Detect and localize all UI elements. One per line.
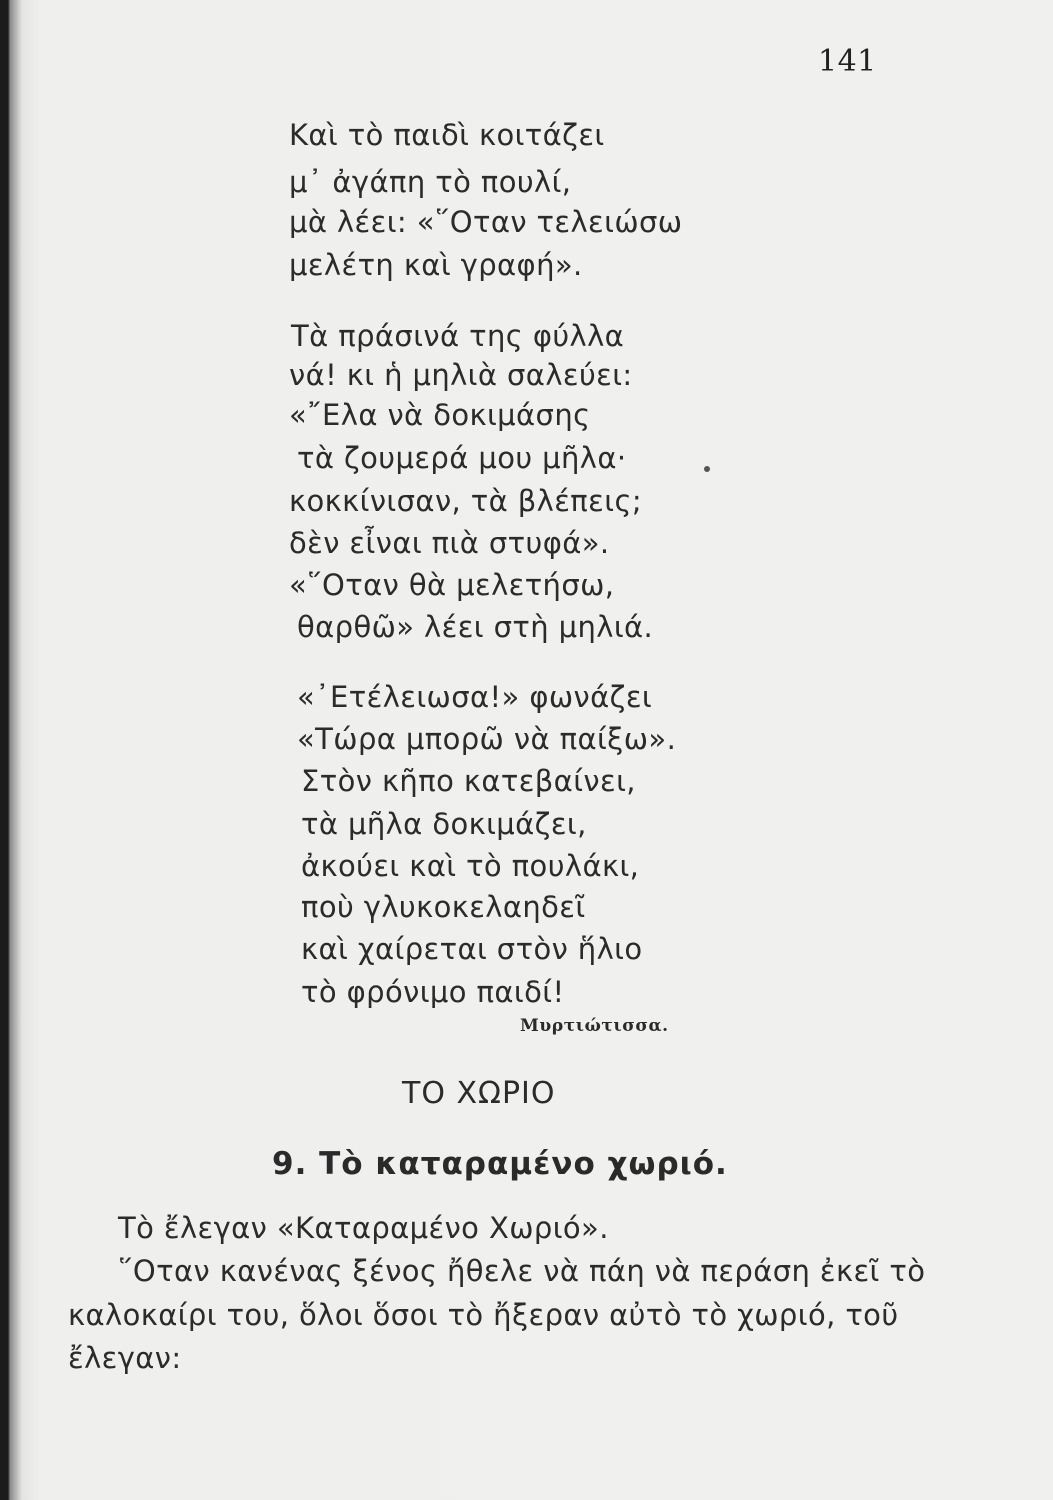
poem-line: «᾿Ετέλειωσα!» φωνάζει	[297, 680, 653, 714]
poem-line: καὶ χαίρεται στὸν ἥλιο	[301, 932, 643, 966]
section-title: ΤΟ ΧΩΡΙΟ	[402, 1076, 556, 1111]
poem-line: νά! κι ἡ μηλιὰ σαλεύει:	[289, 358, 633, 392]
story-paragraph-line: ἔλεγαν:	[68, 1341, 182, 1375]
poem-line: ἀκούει καὶ τὸ πουλάκι,	[301, 849, 640, 883]
poem-author: Μυρτιώτισσα.	[520, 1016, 669, 1036]
story-paragraph-line: καλοκαίρι του, ὅλοι ὅσοι τὸ ἤξεραν αὐτὸ τὸ χωριό, τοῦ	[68, 1298, 899, 1332]
story-paragraph-line: ῞Οταν κανένας ξένος ἤθελε νὰ πάη νὰ περάση ἐκεῖ τὸ	[118, 1254, 926, 1288]
page-number: 141	[818, 44, 877, 79]
poem-line: θαρθῶ» λέει στὴ μηλιά.	[297, 610, 654, 644]
poem-line: Στὸν κῆπο κατεβαίνει,	[301, 764, 636, 798]
poem-line: «Τώρα μπορῶ νὰ παίξω».	[297, 722, 677, 756]
poem-line: τὰ ζουμερά μου μῆλα·	[297, 441, 627, 475]
story-paragraph-line: Τὸ ἔλεγαν «Καταραμένο Χωριό».	[118, 1211, 609, 1245]
poem-line: μ᾿ ἀγάπη τὸ πουλί,	[289, 165, 572, 199]
poem-line: μελέτη καὶ γραφή».	[289, 248, 583, 282]
story-title: 9. Τὸ καταραμένο χωριό.	[272, 1146, 728, 1182]
poem-line: δὲν εἶναι πιὰ στυφά».	[289, 526, 610, 560]
poem-line: «῞Οταν θὰ μελετήσω,	[289, 568, 615, 602]
poem-line: μὰ λέει: «῞Οταν τελειώσω	[289, 205, 683, 239]
ink-speck	[704, 466, 710, 472]
poem-line: Καὶ τὸ παιδὶ κοιτάζει	[289, 118, 605, 152]
poem-line: κοκκίνισαν, τὰ βλέπεις;	[289, 484, 643, 518]
poem-line: τὰ μῆλα δοκιμάζει,	[301, 807, 587, 841]
poem-line: ποὺ γλυκοκελαηδεῖ	[301, 890, 586, 924]
poem-line: «῎Ελα νὰ δοκιμάσης	[289, 398, 591, 432]
poem-line: Τὰ πράσινά της φύλλα	[291, 319, 625, 353]
poem-line: τὸ φρόνιμο παιδί!	[301, 975, 565, 1009]
